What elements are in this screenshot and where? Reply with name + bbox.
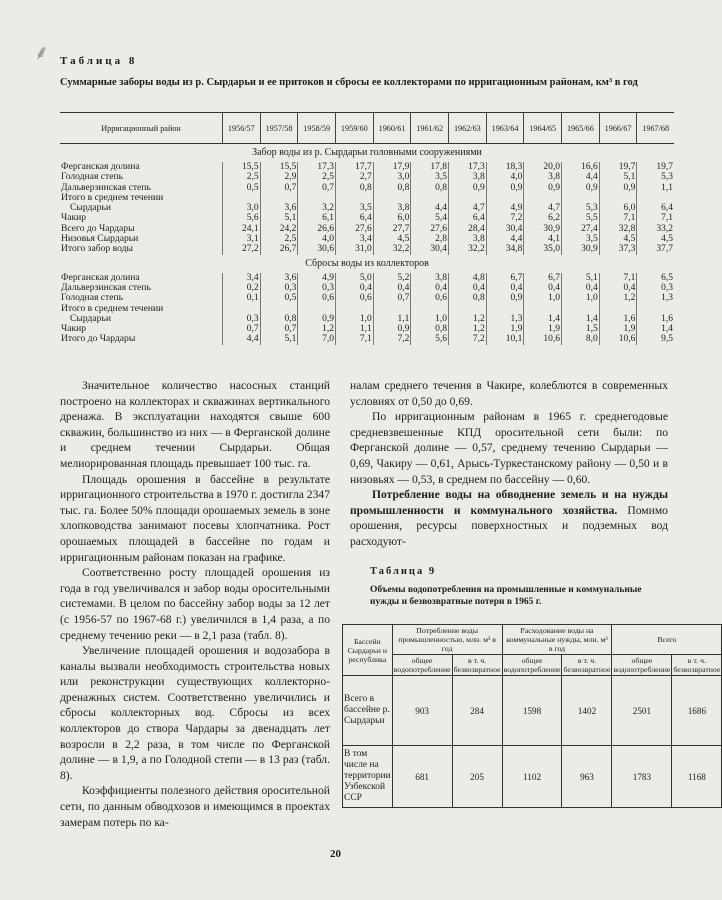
table-row xyxy=(60,213,674,223)
table8-cell xyxy=(223,304,261,314)
table-row xyxy=(343,676,722,746)
table9-cell: 2501 xyxy=(612,676,672,746)
table-row xyxy=(60,193,674,203)
table8-row-label: Сырдарьи xyxy=(70,312,111,324)
table8-cell: 0,9 xyxy=(524,183,562,193)
table8-section-row xyxy=(60,255,674,273)
table9-cell: 1168 xyxy=(672,746,722,808)
table8-cell: 3,1 xyxy=(223,234,261,244)
table9-cell: 205 xyxy=(452,746,502,808)
table8-cell: 7,1 xyxy=(599,213,637,223)
table8-cell: 5,6 xyxy=(411,334,449,344)
table8-cell xyxy=(562,304,600,314)
table8-row-label: Сырдарьи xyxy=(70,202,111,214)
table8-cell xyxy=(260,304,298,314)
table8-cell: 26,7 xyxy=(260,244,298,254)
table8-cell: 1,9 xyxy=(524,324,562,334)
table8-cell: 6,0 xyxy=(599,203,637,213)
table8-head-year: 1966/67 xyxy=(599,113,637,144)
table8-cell: 1,9 xyxy=(599,324,637,334)
table8-cell: 5,4 xyxy=(411,213,449,223)
table8-cell: 0,8 xyxy=(449,293,487,303)
table8-cell xyxy=(599,193,637,203)
table8-cell: 7,1 xyxy=(336,334,374,344)
table8-cell xyxy=(336,193,374,203)
table8-cell: 0,4 xyxy=(486,283,524,293)
paragraph: Соответственно росту площадей орошения из года в год увеличивался и забор воды оросительными системами. В целом по бассейну забор воды за 12 лет (с 1956-57 по 1967-68 г.) увеличился в 1,4 раза, а по среднему течению реки — в 2,1 раза (табл. 8). xyxy=(60,566,330,642)
paragraph: Значительное количество насосных станций построено на коллекторах и скважинах вертикального дренажа. В эксплуатации находятся свыше 600 скважин, большинство из них — в Ферганской долине и среднем течении Сырдарьи. Общая мелиорированная площадь превышает 100 тыс. га. xyxy=(60,379,330,470)
table8-cell: 0,8 xyxy=(411,324,449,334)
table8-cell: 3,4 xyxy=(336,234,374,244)
table8-head-year: 1960/61 xyxy=(373,113,411,144)
table9-cell: 1402 xyxy=(562,676,612,746)
table9-cell: 1686 xyxy=(672,676,722,746)
table8-cell: 1,2 xyxy=(449,314,487,324)
table9-header-row xyxy=(343,625,722,655)
table8-row-label: Дальверзинская степь xyxy=(61,281,151,293)
table8-cell: 3,8 xyxy=(449,234,487,244)
table8-cell: 15,5 xyxy=(260,162,298,172)
table8-cell: 17,3 xyxy=(449,162,487,172)
table8-cell xyxy=(411,193,449,203)
table8-cell: 0,5 xyxy=(223,183,261,193)
table8-cell: 10,6 xyxy=(599,334,637,344)
table8-cell: 3,5 xyxy=(411,172,449,182)
table9-cell: 963 xyxy=(562,746,612,808)
table9-cell: 1598 xyxy=(502,676,562,746)
table8-cell: 0,9 xyxy=(599,183,637,193)
table8-cell: 1,5 xyxy=(562,324,600,334)
table9-subhead: в т. ч. безвозвратное xyxy=(673,656,721,674)
table8-cell: 8,0 xyxy=(562,334,600,344)
table8-cell: 6,4 xyxy=(336,213,374,223)
table8-cell: 17,3 xyxy=(298,162,336,172)
table8-cell xyxy=(637,193,674,203)
table8-cell: 2,5 xyxy=(223,172,261,182)
table8-cell: 4,4 xyxy=(486,234,524,244)
table8-cell: 0,4 xyxy=(449,283,487,293)
table8-cell: 1,0 xyxy=(524,293,562,303)
table8-cell: 30,4 xyxy=(486,224,524,234)
paragraph: налам среднего течения в Чакире, колеблются в современных условиях от 0,50 до 0,69. xyxy=(350,379,668,408)
table8-cell: 0,8 xyxy=(411,183,449,193)
table8-cell: 7,2 xyxy=(486,213,524,223)
table8-cell: 0,4 xyxy=(411,283,449,293)
table8-cell xyxy=(260,193,298,203)
table8-cell: 17,7 xyxy=(336,162,374,172)
table8-cell: 3,8 xyxy=(373,203,411,213)
table8-cell: 0,8 xyxy=(260,314,298,324)
table9-head-industry: Потребление воды промышленностью, млн. м³ в год xyxy=(392,625,502,655)
table9-subhead: в т. ч. безвозвратное xyxy=(453,656,501,674)
table8-cell xyxy=(373,193,411,203)
table8-cell: 0,3 xyxy=(223,314,261,324)
table8-cell: 7,2 xyxy=(449,334,487,344)
table8-cell: 30,4 xyxy=(411,244,449,254)
table8-cell: 15,5 xyxy=(223,162,261,172)
table8-cell: 0,7 xyxy=(223,324,261,334)
paragraph: По ирригационным районам в 1965 г. среднегодовые средневзвешенные КПД оросительной сети были: по Ферганской долине — 0,57, среднему течению Сырдарьи — 0,69, Чакиру — 0,61, Арысь-Туркестанскому району — 0,50 и в низовьях — 0,53, в среднем по бассейну — 0,60. xyxy=(350,410,668,486)
table8-cell: 7,1 xyxy=(599,273,637,283)
table8-cell xyxy=(486,193,524,203)
table8-cell: 1,1 xyxy=(336,324,374,334)
table8-cell: 2,9 xyxy=(260,172,298,182)
table8-cell: 0,6 xyxy=(298,293,336,303)
table8-cell: 1,9 xyxy=(486,324,524,334)
table9-cell: 903 xyxy=(392,676,452,746)
table8-cell: 4,4 xyxy=(562,172,600,182)
left-column xyxy=(60,378,330,830)
table8 xyxy=(60,112,674,345)
table8-cell: 7,1 xyxy=(637,213,674,223)
table8-cell xyxy=(298,193,336,203)
table9-subhead: общее водопотребление xyxy=(613,656,671,674)
table8-cell xyxy=(223,193,261,203)
table8-cell: 10,1 xyxy=(486,334,524,344)
table8-cell: 0,3 xyxy=(637,283,674,293)
table8-cell: 7,0 xyxy=(298,334,336,344)
table8-cell: 17,8 xyxy=(411,162,449,172)
table8-row-label: Голодная степь xyxy=(61,292,123,304)
table8-cell: 19,7 xyxy=(599,162,637,172)
table8-cell: 0,9 xyxy=(486,293,524,303)
table8-head-year: 1965/66 xyxy=(562,113,600,144)
table8-cell: 20,0 xyxy=(524,162,562,172)
table8-cell: 1,4 xyxy=(524,314,562,324)
table8-cell: 0,9 xyxy=(449,183,487,193)
table8-cell: 0,4 xyxy=(562,283,600,293)
table8-row-label: Чакир xyxy=(61,212,87,224)
table8-cell: 27,4 xyxy=(562,224,600,234)
table8-cell: 1,2 xyxy=(449,324,487,334)
table8-cell xyxy=(524,304,562,314)
table9-cell: 681 xyxy=(392,746,452,808)
table8-cell: 6,7 xyxy=(524,273,562,283)
table8-cell: 4,5 xyxy=(637,234,674,244)
table-row xyxy=(60,162,674,172)
table8-head-region: Ирригационный район xyxy=(101,123,181,133)
table8-head-year: 1964/65 xyxy=(524,113,562,144)
table8-cell: 32,8 xyxy=(599,224,637,234)
table8-cell: 10,6 xyxy=(524,334,562,344)
table8-cell: 5,6 xyxy=(223,213,261,223)
table8-cell xyxy=(486,304,524,314)
table8-cell: 4,5 xyxy=(373,234,411,244)
table9 xyxy=(342,624,722,808)
table8-cell: 6,4 xyxy=(637,203,674,213)
table8-row-label: Итого забор воды xyxy=(61,243,133,255)
table8-row-label: Итого в среднем течении xyxy=(61,302,164,314)
paragraph-text: Помимо орошения, ресурсы поверхностных и подземных вод расходуют- xyxy=(350,503,668,548)
table8-row-label: Чакир xyxy=(61,323,87,335)
paragraph: Коэффициенты полезного действия оросительной сети, по данным обводхозов и имеющимся в проектах замерам потерь по ка- xyxy=(60,784,330,829)
page-number: 20 xyxy=(330,848,341,860)
table-row xyxy=(60,273,674,283)
table8-row-label: Дальверзинская степь xyxy=(61,181,151,193)
table8-cell: 3,8 xyxy=(449,172,487,182)
table8-cell xyxy=(373,304,411,314)
table8-cell: 32,2 xyxy=(373,244,411,254)
table8-cell: 1,0 xyxy=(411,314,449,324)
table8-cell: 6,4 xyxy=(449,213,487,223)
paragraph xyxy=(350,487,668,549)
table9-head-communal: Расходование воды на коммунальные нужды, млн. м³ в год xyxy=(502,625,612,655)
table-row xyxy=(60,172,674,182)
table8-cell: 0,7 xyxy=(260,183,298,193)
table8-cell: 2,5 xyxy=(260,234,298,244)
section-heading: Потребление воды на обводнение земель и на нужды промышленности и коммунального хозяйства. xyxy=(350,488,668,517)
table-row xyxy=(60,224,674,234)
table9-row-label: В том числе на территории Узбекской ССР xyxy=(343,746,393,808)
table8-cell: 0,2 xyxy=(223,283,261,293)
table8-cell: 26,6 xyxy=(298,224,336,234)
table8-cell: 4,7 xyxy=(524,203,562,213)
table8-cell: 1,1 xyxy=(637,183,674,193)
table8-head-year: 1959/60 xyxy=(336,113,374,144)
table8-cell: 4,9 xyxy=(486,203,524,213)
table-row xyxy=(60,234,674,244)
table8-head-year: 1956/57 xyxy=(223,113,261,144)
table8-cell: 2,8 xyxy=(411,234,449,244)
table8-cell: 3,5 xyxy=(336,203,374,213)
table8-row-label: Всего до Чардары xyxy=(61,222,135,234)
table8-section-title: Забор воды из р. Сырдарьи головными сооружениями xyxy=(252,147,482,158)
table8-cell: 4,8 xyxy=(449,273,487,283)
table8-cell: 0,3 xyxy=(260,283,298,293)
table-row xyxy=(60,314,674,324)
table8-cell: 34,8 xyxy=(486,244,524,254)
table8-cell: 0,3 xyxy=(298,283,336,293)
table8-cell: 1,4 xyxy=(637,324,674,334)
table9-head-basin: Бассейн Сырдарьи и республика xyxy=(343,625,393,676)
table9-cell: 284 xyxy=(452,676,502,746)
right-column xyxy=(350,378,668,550)
table8-cell: 5,1 xyxy=(260,213,298,223)
table8-cell: 5,3 xyxy=(562,203,600,213)
table8-cell: 24,2 xyxy=(260,224,298,234)
table8-cell: 7,2 xyxy=(373,334,411,344)
table8-head-year: 1957/58 xyxy=(260,113,298,144)
table-row xyxy=(60,283,674,293)
table8-cell xyxy=(562,193,600,203)
table8-cell xyxy=(637,304,674,314)
table8-row-label: Ферганская долина xyxy=(61,161,140,172)
table8-cell xyxy=(524,193,562,203)
table8-cell: 0,8 xyxy=(336,183,374,193)
table8-cell: 1,0 xyxy=(562,293,600,303)
table8-cell: 1,0 xyxy=(336,314,374,324)
table8-cell: 0,9 xyxy=(373,324,411,334)
paragraph: Площадь орошения в бассейне в результате ирригационного строительства в 1970 г. достигла 2347 тыс. га. Более 50% площади орошаемых земель в зоне хлопководства занимают посевы хлопчатника. Рост орошаемых площадей в бассейне по годам и ирригационным районам показан на графике. xyxy=(60,472,330,564)
table9-title: Объемы водопотребления на промышленные и коммунальные нужды и безвозвратные потери в 1965 г. xyxy=(370,585,642,607)
table8-head-year: 1963/64 xyxy=(486,113,524,144)
pencil-mark: ⸙ xyxy=(34,42,49,64)
table8-cell: 1,2 xyxy=(298,324,336,334)
table8-cell: 5,1 xyxy=(562,273,600,283)
table9-subhead: в т. ч. безвозвратное xyxy=(563,656,611,674)
table8-cell: 32,2 xyxy=(449,244,487,254)
table8-cell: 2,7 xyxy=(336,172,374,182)
table8-cell: 6,1 xyxy=(298,213,336,223)
table8-cell: 4,4 xyxy=(223,334,261,344)
table-row xyxy=(60,324,674,334)
table8-row-label: Голодная степь xyxy=(61,171,123,183)
table8-cell: 0,9 xyxy=(486,183,524,193)
table8-cell: 19,7 xyxy=(637,162,674,172)
table8-cell: 0,1 xyxy=(223,293,261,303)
table9-subheader-row xyxy=(343,655,722,676)
table8-cell: 6,0 xyxy=(373,213,411,223)
table8-cell: 0,4 xyxy=(599,283,637,293)
table8-cell: 3,2 xyxy=(298,203,336,213)
table8-cell: 0,6 xyxy=(336,293,374,303)
table8-cell: 27,6 xyxy=(411,224,449,234)
table8-cell: 4,0 xyxy=(486,172,524,182)
table8-cell: 3,0 xyxy=(373,172,411,182)
table8-cell: 27,7 xyxy=(373,224,411,234)
table8-cell: 3,0 xyxy=(223,203,261,213)
table8-cell: 1,6 xyxy=(637,314,674,324)
table8-cell xyxy=(599,304,637,314)
table8-cell: 5,1 xyxy=(599,172,637,182)
table8-cell: 1,6 xyxy=(599,314,637,324)
table8-cell: 1,3 xyxy=(637,293,674,303)
table9-subhead: общее водопотребление xyxy=(393,656,451,674)
table8-cell: 0,4 xyxy=(336,283,374,293)
table8-cell: 0,5 xyxy=(260,293,298,303)
table8-cell: 5,5 xyxy=(562,213,600,223)
table8-cell: 16,6 xyxy=(562,162,600,172)
table8-cell: 0,9 xyxy=(562,183,600,193)
table-row xyxy=(60,244,674,254)
table8-cell: 3,8 xyxy=(524,172,562,182)
table8-cell: 4,1 xyxy=(524,234,562,244)
table8-cell xyxy=(411,304,449,314)
table8-cell: 0,9 xyxy=(298,314,336,324)
table8-section-row xyxy=(60,144,674,163)
table9-cell: 1783 xyxy=(612,746,672,808)
table8-cell: 4,9 xyxy=(298,273,336,283)
table8-cell: 3,5 xyxy=(562,234,600,244)
table9-subhead: общее водопотребление xyxy=(503,656,561,674)
table8-cell: 1,1 xyxy=(373,314,411,324)
table-row xyxy=(60,203,674,213)
table8-cell: 6,7 xyxy=(486,273,524,283)
table8-cell: 4,0 xyxy=(298,234,336,244)
table8-cell: 3,8 xyxy=(411,273,449,283)
table8-cell: 17,9 xyxy=(373,162,411,172)
table8-cell: 0,7 xyxy=(260,324,298,334)
table8-cell: 30,9 xyxy=(524,224,562,234)
table8-cell: 9,5 xyxy=(637,334,674,344)
table8-cell: 5,1 xyxy=(260,334,298,344)
table8-cell: 2,5 xyxy=(298,172,336,182)
table8-cell: 5,0 xyxy=(336,273,374,283)
table8-cell: 4,7 xyxy=(449,203,487,213)
table8-cell: 0,8 xyxy=(373,183,411,193)
table8-row-label: Ферганская долина xyxy=(61,271,140,283)
table8-title: Суммарные заборы воды из р. Сырдарьи и ее притоков и сбросы ее коллекторами по ирригационным районам, км³ в год xyxy=(60,77,638,88)
table8-cell: 18,3 xyxy=(486,162,524,172)
table8-cell: 1,2 xyxy=(599,293,637,303)
table8-cell: 0,7 xyxy=(298,183,336,193)
table-row xyxy=(60,304,674,314)
table8-cell: 28,4 xyxy=(449,224,487,234)
table8-cell: 0,6 xyxy=(411,293,449,303)
table8-head-year: 1958/59 xyxy=(298,113,336,144)
table8-header-row xyxy=(60,113,674,144)
table8-head-year: 1962/63 xyxy=(449,113,487,144)
table8-cell: 30,9 xyxy=(562,244,600,254)
table8-row-label: Низовья Сырдарьи xyxy=(61,233,139,245)
table8-cell: 0,7 xyxy=(373,293,411,303)
table8-cell: 27,2 xyxy=(223,244,261,254)
table8-cell: 24,1 xyxy=(223,224,261,234)
table8-cell xyxy=(298,304,336,314)
table8-cell: 31,0 xyxy=(336,244,374,254)
table9-cell: 1102 xyxy=(502,746,562,808)
table-row xyxy=(60,334,674,344)
table8-section-title: Сбросы воды из коллекторов xyxy=(305,257,429,269)
table8-cell: 5,3 xyxy=(637,172,674,182)
table9-caption: Таблица 9 xyxy=(370,566,437,577)
table8-row-label: Итого в среднем течении xyxy=(61,191,164,203)
table8-cell: 33,2 xyxy=(637,224,674,234)
table8-caption: Таблица 8 xyxy=(60,55,138,67)
table8-cell: 4,4 xyxy=(411,203,449,213)
table8-cell: 0,4 xyxy=(373,283,411,293)
table8-cell: 6,5 xyxy=(637,273,674,283)
table8-cell: 3,4 xyxy=(223,273,261,283)
table8-cell: 30,6 xyxy=(298,244,336,254)
table8-cell: 37,3 xyxy=(599,244,637,254)
table8-head-year: 1967/68 xyxy=(637,113,674,144)
table8-cell: 0,4 xyxy=(524,283,562,293)
table8-cell: 27,6 xyxy=(336,224,374,234)
table8-cell: 4,5 xyxy=(599,234,637,244)
table8-cell xyxy=(449,193,487,203)
table8-cell: 5,2 xyxy=(373,273,411,283)
table8-cell: 3,6 xyxy=(260,203,298,213)
table8-cell xyxy=(449,304,487,314)
table8-cell: 1,4 xyxy=(562,314,600,324)
table-row xyxy=(343,746,722,808)
table8-head-year: 1961/62 xyxy=(411,113,449,144)
table8-cell: 3,6 xyxy=(260,273,298,283)
table8-cell: 6,2 xyxy=(524,213,562,223)
table9-row-label: Всего в бассейне р. Сырдарьи xyxy=(343,676,393,746)
paragraph: Увеличение площадей орошения и водозабора в каналы вызвали необходимость строительства новых или реконструкции существующих коллекторно-дренажных систем. Соответственно увеличились и сбросы коллекторных вод. Сбросы из всех коллекторов до створа Чардары за двенадцать лет возросли в 2,2 раза, в том числе по Ферганской долине — в 1,9, а по Голодной степи — в 13 раз (табл. 8). xyxy=(60,644,330,782)
table8-row-label: Итого до Чардары xyxy=(61,333,136,345)
table8-cell: 37,7 xyxy=(637,244,674,254)
table8-cell: 1,3 xyxy=(486,314,524,324)
table8-cell xyxy=(336,304,374,314)
table8-cell: 35,0 xyxy=(524,244,562,254)
table9-head-total: Всего xyxy=(612,625,722,655)
